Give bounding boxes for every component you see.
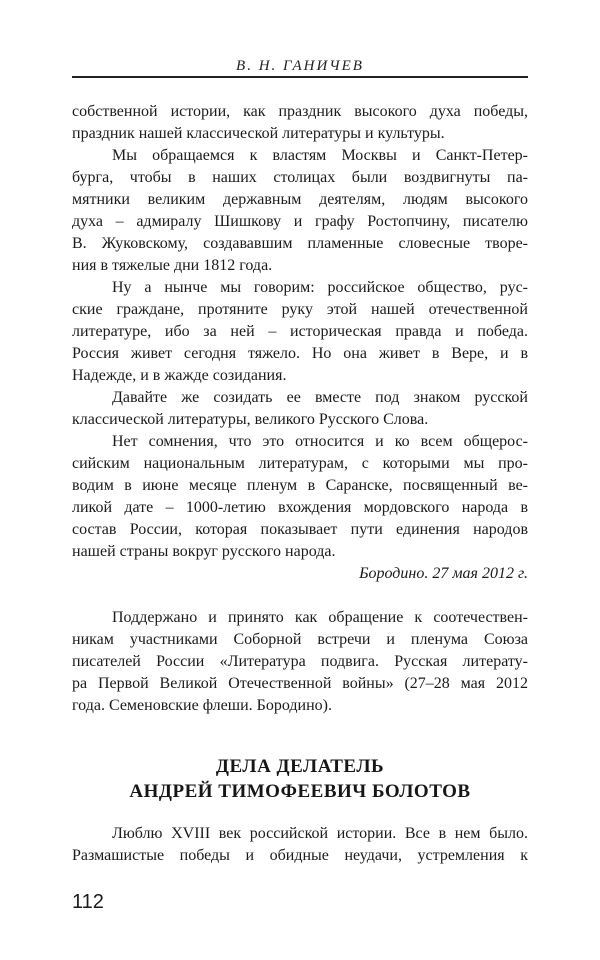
dateline: Бородино. 27 мая 2012 г. <box>359 565 528 582</box>
text-line: Надежде, и в жажде созидания. <box>72 367 287 384</box>
text-line: ские граждане, протяните руку этой нашей отечественной <box>72 301 528 318</box>
text-line: ра Первой Великой Отечественной войны» (27–28 мая 2012 <box>72 675 528 692</box>
text-line: водим в июне месяце пленум в Саранске, посвященный ве- <box>72 477 528 494</box>
section-heading-line: АНДРЕЙ ТИМОФЕЕВИЧ БОЛОТОВ <box>129 781 471 802</box>
page-number: 112 <box>72 891 104 913</box>
text-line: духа – адмиралу Шишкову и графу Ростопчину, писателю <box>72 213 528 230</box>
section-heading-line: ДЕЛА ДЕЛАТЕЛЬ <box>215 756 385 777</box>
text-line: Давайте же созидать ее вместе под знаком русской <box>112 389 528 406</box>
running-header <box>72 58 528 75</box>
paragraph <box>72 431 528 563</box>
text-line: ликой дате – 1000-летию вхождения мордовского народа в <box>72 499 528 516</box>
text-line: нашей страны вокруг русского народа. <box>72 543 336 560</box>
text-line: литературе, ибо за ней – историческая правда и победа. <box>72 323 528 340</box>
text-line: сийским национальным литературам, с которыми мы про- <box>72 455 528 472</box>
text-line: мятники великим державным деятелям, людям высокого <box>72 191 528 208</box>
text-line: писателей России «Литература подвига. Русская литерату- <box>72 653 528 670</box>
text-line: В. Жуковскому, создававшим пламенные словесные творе- <box>72 235 528 252</box>
paragraph <box>72 607 528 717</box>
text-line: Поддержано и принято как обращение к соотечествен- <box>112 609 528 626</box>
text-line: бурга, чтобы в наших столицах были воздвигнуты па- <box>72 169 528 186</box>
text-line: собственной истории, как праздник высокого духа победы, <box>72 103 528 120</box>
text-line: Россия живет сегодня тяжело. Но она живет в Вере, и в <box>72 345 528 362</box>
text-line: состав России, которая показывает пути единения народов <box>72 521 528 538</box>
section-heading <box>72 754 528 804</box>
paragraph <box>72 101 528 145</box>
text-line: праздник нашей классической литературы и культуры. <box>72 125 445 142</box>
paragraph <box>72 145 528 277</box>
text-line: никам участниками Соборной встречи и пленума Союза <box>72 631 528 648</box>
text-line: Мы обращаемся к властям Москвы и Санкт-Петер- <box>112 147 528 164</box>
paragraph <box>72 277 528 387</box>
text-line: ния в тяжелые дни 1812 года. <box>72 257 273 274</box>
running-header-author: В. Н. ГАНИЧЕВ <box>236 58 364 74</box>
text-line: Размашистые победы и обидные неудачи, устремления к <box>72 847 528 864</box>
text-line: года. Семеновские флеши. Бородино). <box>72 697 332 714</box>
header-rule-divider <box>72 76 528 78</box>
text-line: Ну а нынче мы говорим: российское общество, рус- <box>112 279 528 296</box>
paragraph <box>72 823 528 867</box>
page-body <box>72 101 528 867</box>
paragraph <box>72 387 528 431</box>
text-line: классической литературы, великого Русского Слова. <box>72 411 429 428</box>
text-line: Люблю XVIII век российской истории. Все в нем было. <box>112 825 528 842</box>
text-line: Нет сомнения, что это относится и ко всем общерос- <box>112 433 528 450</box>
